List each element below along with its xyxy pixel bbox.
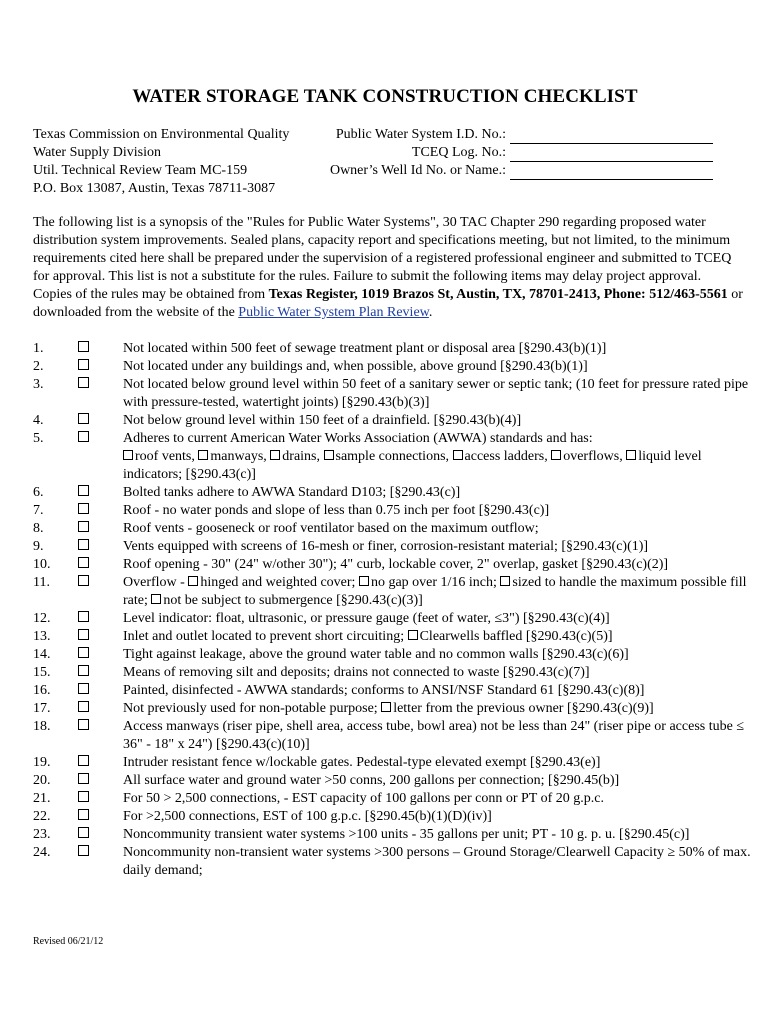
tceq-log-row [313,144,713,162]
option-label: sized to handle the maximum possible fill rate; [123,575,747,608]
checklist-item [33,538,753,556]
checkbox-icon[interactable] [78,377,89,388]
checkbox-icon[interactable] [78,359,89,370]
option-label: Clearwells baffled [§290.43(c)(5)] [419,629,613,644]
checklist-item [33,700,753,718]
item-checkbox[interactable] [78,754,98,772]
checkbox-icon[interactable] [78,557,89,568]
item-number: 11. [33,575,50,590]
agency-name: Texas Commission on Environmental Quality [33,127,290,142]
item-text: Vents equipped with screens of 16-mesh or finer, corrosion-resistant material; [§290.43(c)(1)] [123,539,649,554]
item-text: Not located below ground level within 50 feet of a sanitary sewer or septic tank; (10 feet for pressure rated pipe with pressure-tested, watertight joints) [§290.43(b)(3)] [123,377,749,410]
checkbox-icon[interactable] [78,629,89,640]
option-label: roof vents, [135,449,195,464]
checkbox-icon[interactable] [188,576,198,586]
well-id-label: Owner’s Well Id No. or Name.: [329,163,506,178]
checkbox-icon[interactable] [78,575,89,586]
item-number: 1. [33,341,44,356]
item-number: 8. [33,521,44,536]
item-text: Tight against leakage, above the ground water table and no common walls [§290.43(c)(6)] [123,647,629,662]
item-number: 23. [33,827,51,842]
checkbox-icon[interactable] [78,773,89,784]
item-checkbox[interactable] [78,484,98,502]
item-checkbox[interactable] [78,664,98,682]
checkbox-icon[interactable] [78,521,89,532]
item-checkbox[interactable] [78,430,98,448]
checkbox-icon[interactable] [359,576,369,586]
item-text [123,430,753,484]
pws-id-label: Public Water System I.D. No.: [335,127,506,142]
checkbox-icon[interactable] [78,719,89,730]
item-number: 9. [33,539,44,554]
checklist-item [33,610,753,628]
item-number: 4. [33,413,44,428]
item-checkbox[interactable] [78,412,98,430]
checkbox-icon[interactable] [500,576,510,586]
checkbox-icon[interactable] [381,702,391,712]
item-text: Means of removing silt and deposits; drains not connected to waste [§290.43(c)(7)] [123,665,590,680]
intro-paragraph [33,214,743,322]
item-checkbox[interactable] [78,340,98,358]
tceq-log-field[interactable] [510,148,713,162]
item-checkbox[interactable] [78,502,98,520]
checkbox-icon[interactable] [78,413,89,424]
checkbox-icon[interactable] [270,450,280,460]
item-text [123,700,753,718]
item-text: Roof - no water ponds and slope of less than 0.75 inch per foot [§290.43(c)] [123,503,550,518]
item-checkbox[interactable] [78,376,98,394]
well-id-row [313,162,713,180]
item-checkbox[interactable] [78,358,98,376]
item-number: 19. [33,755,51,770]
item-number: 15. [33,665,51,680]
checklist-item [33,844,753,880]
checklist-item [33,556,753,574]
item-number: 24. [33,845,51,860]
checklist-item [33,502,753,520]
item-number: 17. [33,701,51,716]
intro-text: The following list is a synopsis of the "Rules for Public Water Systems", 30 TAC Chapter 290 regarding proposed water distribution system improvements. Sealed plans, capacity report and specifications meeting, but not limited, to the minimum requirements cited here shall be prepared under the supervision of a registered professional engineer and submitted to TCEQ for approval. This list is not a substitute for the rules. Failure to submit the following items may delay project approval. Copies of the rules may be obtained from [33,215,732,302]
checklist-item [33,628,753,646]
checklist-item [33,358,753,376]
checkbox-icon[interactable] [78,539,89,550]
option-label: overflows, [563,449,623,464]
item-text: For >2,500 connections, EST of 100 g.p.c. [§290.45(b)(1)(D)(iv)] [123,809,492,824]
checklist-item [33,574,753,610]
item-text: Painted, disinfected - AWWA standards; conforms to ANSI/NSF Standard 61 [§290.43(c)(8)] [123,683,645,698]
checkbox-icon[interactable] [78,503,89,514]
checklist-item [33,718,753,754]
po-box: P.O. Box 13087, Austin, Texas 78711-3087 [33,181,276,196]
checklist-item [33,340,753,358]
item-checkbox[interactable] [78,700,98,718]
item-text: Roof vents - gooseneck or roof ventilator based on the maximum outflow; [123,521,539,536]
item-text: Intruder resistant fence w/lockable gates. Pedestal-type elevated exempt [§290.43(e)] [123,755,601,770]
checklist-item [33,376,753,412]
item-checkbox[interactable] [78,646,98,664]
item-text: Not below ground level within 150 feet of a drainfield. [§290.43(b)(4)] [123,413,522,428]
item-text: For 50 > 2,500 connections, - EST capacity of 100 gallons per conn or PT of 20 g.p.c. [123,791,604,806]
checklist [33,340,753,880]
checklist-item [33,754,753,772]
checkbox-icon[interactable] [78,611,89,622]
checklist-item [33,826,753,844]
pws-id-field[interactable] [510,130,713,144]
checkbox-icon[interactable] [78,647,89,658]
checkbox-icon[interactable] [151,594,161,604]
well-id-field[interactable] [510,166,713,180]
item-checkbox[interactable] [78,538,98,556]
item-text: Level indicator: float, ultrasonic, or pressure gauge (feet of water, ≤3") [§290.43(c)(4)] [123,611,610,626]
item-label: Not previously used for non-potable purpose; [123,701,382,716]
id-fields [313,126,713,180]
checklist-item [33,772,753,790]
tceq-log-label: TCEQ Log. No.: [411,145,506,160]
checkbox-icon[interactable] [78,683,89,694]
option-label: drains, [282,449,320,464]
checkbox-icon[interactable] [408,630,418,640]
item-checkbox[interactable] [78,718,98,736]
item-number: 13. [33,629,51,644]
item-number: 10. [33,557,51,572]
item-text: All surface water and ground water >50 conns, 200 gallons per connection; [§290.45(b)] [123,773,620,788]
option-label: liquid level indicators; [§290.43(c)] [123,449,702,482]
plan-review-link[interactable]: Public Water System Plan Review [238,305,429,320]
item-checkbox[interactable] [78,520,98,538]
item-number: 2. [33,359,44,374]
checkbox-icon[interactable] [78,701,89,712]
item-checkbox[interactable] [78,556,98,574]
item-number: 16. [33,683,51,698]
checkbox-icon[interactable] [78,791,89,802]
checkbox-icon[interactable] [551,450,561,460]
item-text: Noncommunity transient water systems >100 units - 35 gallons per unit; PT - 10 g. p. u. [§290.45(c)] [123,827,690,842]
checkbox-icon[interactable] [78,755,89,766]
item-number: 3. [33,377,44,392]
checkbox-icon[interactable] [324,450,334,460]
checklist-item [33,664,753,682]
checkbox-icon[interactable] [453,450,463,460]
pws-id-row [313,126,713,144]
intro-address: Texas Register, 1019 Brazos St, Austin, TX, 78701-2413, Phone: 512/463-5561 [268,287,728,302]
option-label: manways, [210,449,267,464]
item-checkbox[interactable] [78,628,98,646]
checklist-item [33,520,753,538]
revision-date: Revised 06/21/12 [33,936,104,947]
checkbox-icon[interactable] [78,827,89,838]
intro-end: . [428,305,433,320]
item-number: 5. [33,431,44,446]
item-label: Inlet and outlet located to prevent short circuiting; [123,629,408,644]
division-name: Water Supply Division [33,145,161,160]
item-text [123,574,753,610]
item-text: Not located under any buildings and, when possible, above ground [§290.43(b)(1)] [123,359,588,374]
item-text: Bolted tanks adhere to AWWA Standard D103; [§290.43(c)] [123,485,461,500]
checkbox-icon[interactable] [78,809,89,820]
item-checkbox[interactable] [78,808,98,826]
item-number: 14. [33,647,51,662]
checklist-item [33,412,753,430]
item-number: 12. [33,611,51,626]
item-text: Access manways (riser pipe, shell area, access tube, bowl area) not be less than 24" (riser pipe or access tube ≤ 36" - 18" x 24") [§290.43(c)(10)] [123,719,744,752]
intro-after: or downloaded from the website of the [33,287,743,320]
item-checkbox[interactable] [78,610,98,628]
item-label: Overflow - [123,575,189,590]
checkbox-icon[interactable] [78,431,89,442]
item-checkbox[interactable] [78,574,98,592]
checklist-item [33,808,753,826]
checklist-item [33,484,753,502]
item-text [123,628,753,646]
team-name: Util. Technical Review Team MC-159 [33,163,248,178]
item-number: 21. [33,791,51,806]
item-checkbox[interactable] [78,790,98,808]
option-label: no gap over 1/16 inch; [370,575,497,590]
item-number: 7. [33,503,44,518]
option-label: hinged and weighted cover; [200,575,356,590]
option-label: access ladders, [464,449,548,464]
page-title: WATER STORAGE TANK CONSTRUCTION CHECKLIST [132,86,638,107]
item-checkbox[interactable] [78,772,98,790]
option-label: letter from the previous owner [§290.43(c)(9)] [393,701,654,716]
option-label: not be subject to submergence [§290.43(c)(3)] [163,593,423,608]
item-text: Roof opening - 30" (24" w/other 30"); 4" curb, lockable cover, 2" overlap, gasket [§290.43(c)(2)] [123,557,669,572]
checkbox-icon[interactable] [78,665,89,676]
option-label: sample connections, [335,449,450,464]
checkbox-icon[interactable] [78,485,89,496]
item-text: Noncommunity non-transient water systems >300 persons – Ground Storage/Clearwell Capacity ≥ 50% of max. daily demand; [123,845,751,878]
checkbox-icon[interactable] [123,450,133,460]
item-number: 22. [33,809,51,824]
item-number: 6. [33,485,44,500]
checkbox-icon[interactable] [78,845,89,856]
agency-address [33,126,289,198]
checklist-item [33,430,753,484]
item-checkbox[interactable] [78,682,98,700]
item-checkbox[interactable] [78,826,98,844]
item-label: Adheres to current American Water Works Association (AWWA) standards and has: [123,431,593,446]
checklist-item [33,682,753,700]
item-text: Not located within 500 feet of sewage treatment plant or disposal area [§290.43(b)(1)] [123,341,607,356]
checkbox-icon[interactable] [626,450,636,460]
checklist-item [33,646,753,664]
checkbox-icon[interactable] [78,341,89,352]
item-checkbox[interactable] [78,844,98,862]
checkbox-icon[interactable] [198,450,208,460]
item-number: 20. [33,773,51,788]
checklist-item [33,790,753,808]
item-number: 18. [33,719,51,734]
